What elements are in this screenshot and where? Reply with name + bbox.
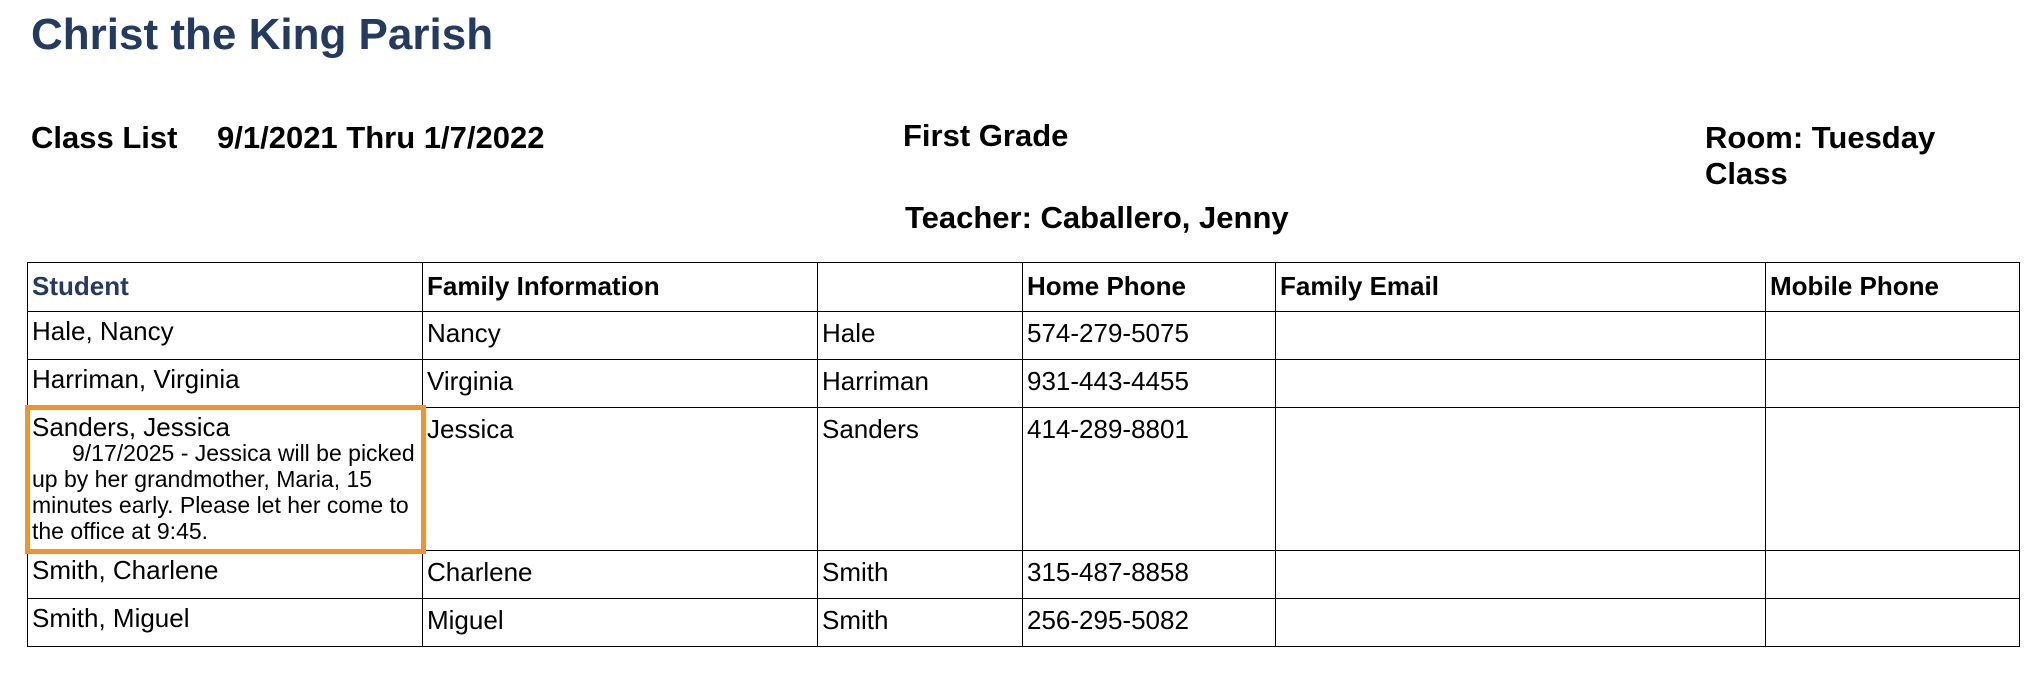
student-cell-highlighted	[28, 408, 423, 551]
column-header-family-information: Family Information	[423, 263, 818, 312]
student-cell	[28, 360, 423, 408]
family-first-name: Jessica	[423, 408, 818, 551]
home-phone: 315-487-8858	[1023, 551, 1276, 599]
home-phone: 931-443-4455	[1023, 360, 1276, 408]
column-header-mobile-phone: Mobile Phone	[1766, 263, 2020, 312]
family-email	[1276, 408, 1766, 551]
student-note: 9/17/2025 - Jessica will be picked up by her grandmother, Maria, 15 minutes early. Please let her come to the office at 9:45.	[32, 440, 415, 544]
column-header-blank	[818, 263, 1023, 312]
student-name: Smith, Miguel	[32, 603, 190, 633]
teacher-label: Teacher: Caballero, Jenny	[905, 200, 1289, 235]
student-name: Sanders, Jessica	[32, 412, 230, 442]
mobile-phone	[1766, 360, 2020, 408]
table-row	[28, 360, 2020, 408]
family-first-name: Nancy	[423, 312, 818, 360]
room-label: Room: Tuesday Class	[1705, 120, 1936, 191]
student-name: Hale, Nancy	[32, 316, 174, 346]
family-email	[1276, 312, 1766, 360]
family-first-name: Virginia	[423, 360, 818, 408]
column-header-home-phone: Home Phone	[1023, 263, 1276, 312]
family-last-name: Sanders	[818, 408, 1023, 551]
column-header-family-email: Family Email	[1276, 263, 1766, 312]
family-first-name: Miguel	[423, 599, 818, 647]
student-cell	[28, 599, 423, 647]
home-phone: 256-295-5082	[1023, 599, 1276, 647]
student-name: Smith, Charlene	[32, 555, 219, 585]
table-header-row	[28, 263, 2020, 312]
mobile-phone	[1766, 599, 2020, 647]
family-last-name: Hale	[818, 312, 1023, 360]
family-email	[1276, 551, 1766, 599]
table-row	[28, 599, 2020, 647]
family-last-name: Smith	[818, 599, 1023, 647]
table-row	[28, 551, 2020, 599]
family-first-name: Charlene	[423, 551, 818, 599]
mobile-phone	[1766, 551, 2020, 599]
home-phone: 574-279-5075	[1023, 312, 1276, 360]
class-list-label: Class List	[31, 120, 178, 155]
date-range: 9/1/2021 Thru 1/7/2022	[217, 120, 545, 155]
student-cell	[28, 312, 423, 360]
student-cell	[28, 551, 423, 599]
mobile-phone	[1766, 312, 2020, 360]
student-name: Harriman, Virginia	[32, 364, 240, 394]
class-roster-table	[27, 262, 2020, 647]
family-email	[1276, 599, 1766, 647]
family-last-name: Harriman	[818, 360, 1023, 408]
grade-label: First Grade	[903, 118, 1069, 153]
column-header-student: Student	[28, 263, 423, 312]
table-row	[28, 312, 2020, 360]
table-row	[28, 408, 2020, 551]
parish-title: Christ the King Parish	[31, 10, 494, 59]
family-email	[1276, 360, 1766, 408]
mobile-phone	[1766, 408, 2020, 551]
home-phone: 414-289-8801	[1023, 408, 1276, 551]
family-last-name: Smith	[818, 551, 1023, 599]
